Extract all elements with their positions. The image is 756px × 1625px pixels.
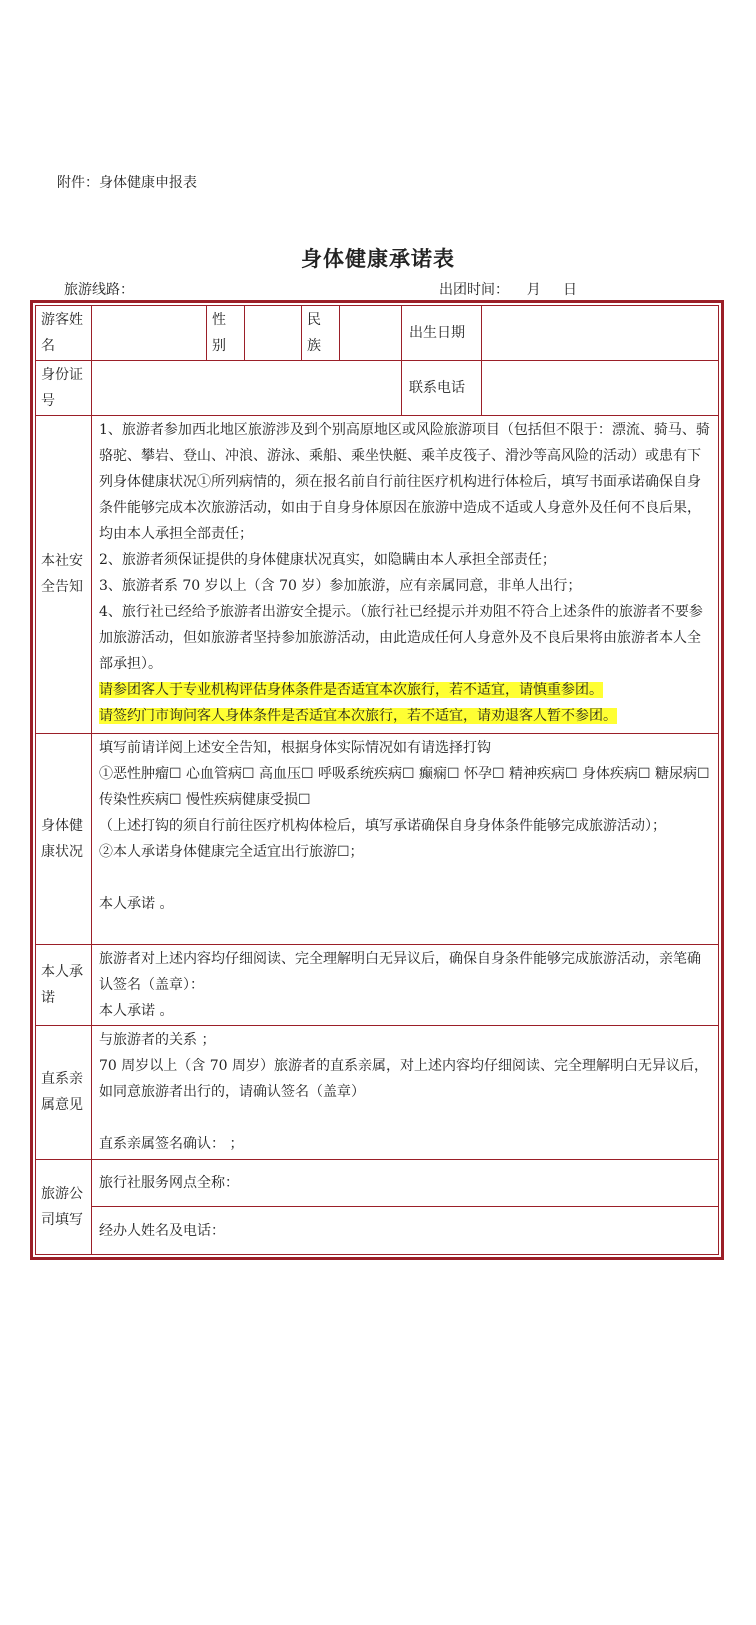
highlight-notice-2: 请签约门市询问客人身体条件是否适宜本次旅行，若不适宜，请劝退客人暂不参团。 xyxy=(99,707,617,724)
phone-field[interactable] xyxy=(482,360,719,415)
disease-checklist[interactable]: ①恶性肿瘤☐ 心血管病☐ 高血压☐ 呼吸系统疾病☐ 癫痫☐ 怀孕☐ 精神疾病☐ 身体疾病☐ 糖尿病☐ 传染性疾病☐ 慢性疾病健康受损☐ xyxy=(99,765,710,808)
name-field[interactable] xyxy=(92,306,207,361)
safety-item-4: 4、旅行社已经给予旅游者出游安全提示。（旅行社已经提示并劝阻不符合上述条件的旅游者不要参加旅游活动，但如旅游者坚持参加旅游活动，由此造成任何人身意外及不良后果将由旅游者本人全部承担）。 xyxy=(99,603,703,672)
relative-opinion-label: 直系亲属意见 xyxy=(36,1025,92,1159)
safety-item-2: 2、旅游者须保证提供的身体健康状况真实，如隐瞒由本人承担全部责任； xyxy=(99,551,556,568)
relative-opinion-content xyxy=(92,1025,719,1159)
highlight-notice-1: 请参团客人于专业机构评估身体条件是否适宜本次旅行，若不适宜，请慎重参团。 xyxy=(99,681,603,698)
agency-handler-field[interactable]: 经办人姓名及电话： xyxy=(92,1207,719,1255)
page-title: 身体健康承诺表 xyxy=(301,246,455,271)
safety-notice-content xyxy=(92,415,719,733)
phone-label: 联系电话 xyxy=(402,360,482,415)
fitness-checkbox[interactable]: ②本人承诺身体健康完全适宜出行旅游☐； xyxy=(99,843,364,860)
departure-date-label: 出团时间： 月 日 xyxy=(439,282,578,298)
attachment-note: 附件：身体健康申报表 xyxy=(57,175,197,191)
self-promise-label: 本人承诺 xyxy=(36,944,92,1025)
form-frame xyxy=(30,300,724,1260)
agency-outlet-field[interactable]: 旅行社服务网点全称： xyxy=(92,1159,719,1207)
route-label: 旅游线路： xyxy=(64,282,134,298)
safety-item-1: 1、旅游者参加西北地区旅游涉及到个别高原地区或风险旅游项目（包括但不限于：漂流、骑马、骑骆驼、攀岩、登山、冲浪、游泳、乘船、乘坐快艇、乘羊皮筏子、滑沙等高风险的活动）或患有下列身体健康状况①所列病情的，须在报名前自行前往医疗机构进行体检后，填写书面承诺确保自身条件能够完成本次旅游活动，如由于自身身体原因在旅游中造成不适或人身意外及任何不良后果，均由本人承担全部责任； xyxy=(99,421,710,542)
id-number-field[interactable] xyxy=(92,360,402,415)
relative-relation-field[interactable]: 与旅游者的关系 ； xyxy=(99,1031,216,1048)
self-promise-signature[interactable]: 本人承诺 。 xyxy=(99,1002,174,1019)
self-promise-content xyxy=(92,944,719,1025)
gender-field[interactable] xyxy=(245,306,302,361)
name-label: 游客姓名 xyxy=(36,306,92,361)
health-commitment-table xyxy=(35,305,719,1255)
safety-item-3: 3、旅游者系 70 岁以上（含 70 岁）参加旅游，应有亲属同意，非单人出行； xyxy=(99,577,582,594)
ethnicity-label: 民族 xyxy=(302,306,340,361)
birth-date-label: 出生日期 xyxy=(402,306,482,361)
id-number-label: 身份证号 xyxy=(36,360,92,415)
health-status-label: 身体健康状况 xyxy=(36,733,92,944)
safety-notice-label: 本社安全告知 xyxy=(36,415,92,733)
health-signature[interactable]: 本人承诺 。 xyxy=(99,895,174,912)
health-note: （上述打钩的须自行前往医疗机构体检后，填写承诺确保自身身体条件能够完成旅游活动）； xyxy=(99,817,666,834)
relative-opinion-text: 70 周岁以上（含 70 周岁）旅游者的直系亲属，对上述内容均仔细阅读、完全理解明白无异议后，如同意旅游者出行的，请确认签名（盖章） xyxy=(99,1057,708,1100)
birth-date-field[interactable] xyxy=(482,306,719,361)
health-status-content xyxy=(92,733,719,944)
ethnicity-field[interactable] xyxy=(340,306,402,361)
relative-signature[interactable]: 直系亲属签名确认： ； xyxy=(99,1135,244,1152)
agency-section-label: 旅游公司填写 xyxy=(36,1159,92,1254)
gender-label: 性别 xyxy=(207,306,245,361)
health-intro: 填写前请详阅上述安全告知，根据身体实际情况如有请选择打钩 xyxy=(99,739,491,756)
self-promise-text: 旅游者对上述内容均仔细阅读、完全理解明白无异议后，确保自身条件能够完成旅游活动，亲笔确认签名（盖章）： xyxy=(99,950,701,993)
